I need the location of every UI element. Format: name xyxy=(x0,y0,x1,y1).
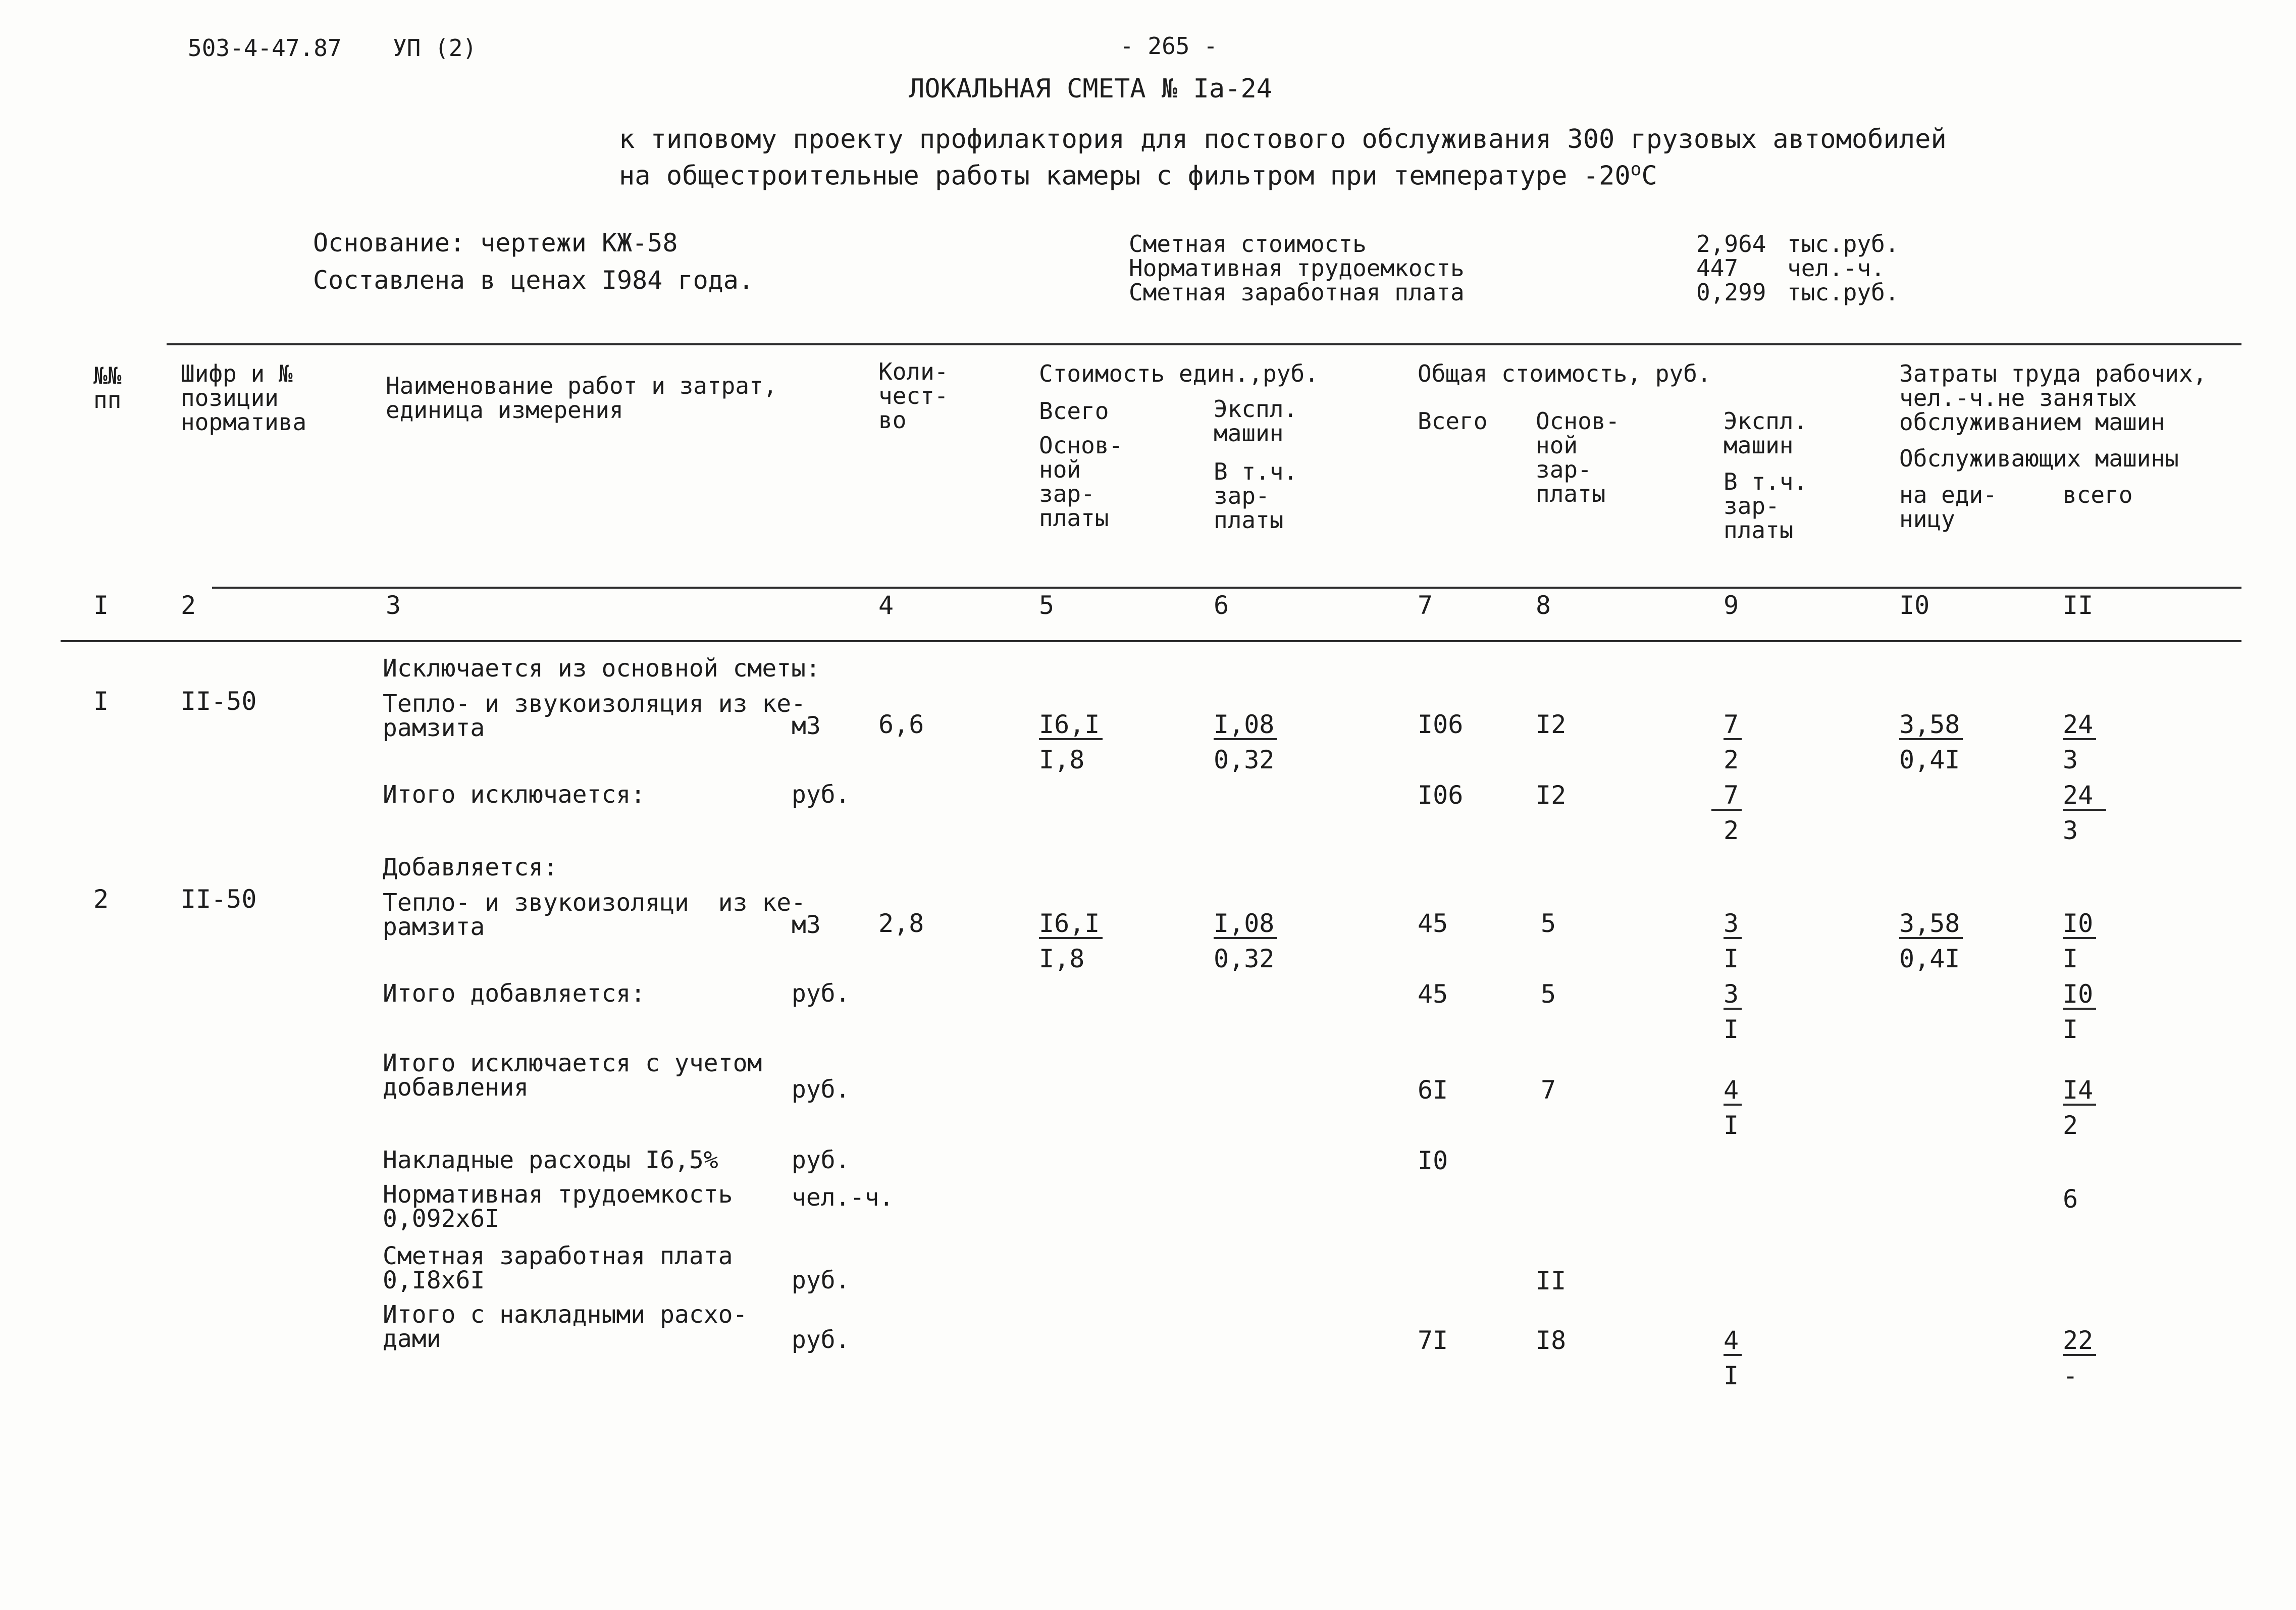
col-header-11: всего xyxy=(2063,481,2133,508)
row-1-c10: $\frac{3,58}{0,4I}$ xyxy=(1899,712,1965,772)
col-header-7: Всего xyxy=(1418,407,1488,435)
row-2-c9: $\frac{3}{I}$ xyxy=(1724,911,1789,971)
summary-labor-unit: чел.-ч. xyxy=(1787,254,1885,282)
summary-cost-label: Сметная стоимость xyxy=(1129,230,1367,257)
col-header-qty: Коли- чест- во xyxy=(878,358,949,434)
col-number: 3 xyxy=(386,591,401,620)
col-number: 6 xyxy=(1214,591,1229,620)
row-2-c10: $\frac{3,58}{0,4I}$ xyxy=(1899,911,1965,971)
subtitle-text: на общестроительные работы камеры с фильтром при температуре -20 xyxy=(619,161,1631,191)
col-header-total-cost: Общая стоимость, руб. xyxy=(1418,360,1711,387)
net-total-c7: 6I xyxy=(1418,1075,1448,1105)
net-total-unit: руб. xyxy=(792,1075,850,1104)
document-code: 503-4-47.87 xyxy=(188,34,342,62)
col-number: I xyxy=(93,591,109,620)
section-excluded-heading: Исключается из основной сметы: xyxy=(383,654,820,683)
row-1-name: Тепло- и звукоизоляция из ке- рамзита xyxy=(383,690,806,742)
basis-drawings: Основание: чертежи КЖ-58 xyxy=(313,228,678,257)
excluded-total-c11: $\frac{24}{3}$ xyxy=(2063,783,2128,843)
section-added-heading: Добавляется: xyxy=(383,853,558,881)
summary-wage-value: 0,299 xyxy=(1696,279,1766,306)
row-2-code: II-50 xyxy=(181,885,257,914)
added-total-c8: 5 xyxy=(1541,979,1556,1009)
col-header-6b: В т.ч. зар- платы xyxy=(1214,458,1298,534)
row-2-c8: 5 xyxy=(1541,909,1556,938)
overhead-label: Накладные расходы I6,5% xyxy=(383,1146,718,1174)
summary-labor-value: 447 xyxy=(1696,254,1739,282)
row-1-c5: $\frac{I6,I}{I,8}$ xyxy=(1039,712,1105,772)
grand-total-c9: $\frac{4}{I}$ xyxy=(1724,1328,1789,1388)
basis-prices: Составлена в ценах I984 года. xyxy=(313,266,754,295)
subtitle-line-1: к типовому проекту профилактория для постового обслуживания 300 грузовых автомобилей xyxy=(619,124,1947,154)
col-header-name: Наименование работ и затрат, единица измерения xyxy=(386,372,777,424)
norm-labor-c11: 6 xyxy=(2063,1184,2078,1214)
norm-labor-label: Нормативная трудоемкость 0,092х6I xyxy=(383,1180,733,1233)
row-2-c11: $\frac{I0}{I}$ xyxy=(2063,911,2128,971)
added-total-c11: $\frac{I0}{I}$ xyxy=(2063,981,2128,1042)
col-number: 7 xyxy=(1418,591,1433,620)
row-1-c11: $\frac{24}{3}$ xyxy=(2063,712,2128,772)
col-header-8: Основ- ной зар- платы xyxy=(1536,407,1620,507)
net-total-label: Итого исключается с учетом добавления xyxy=(383,1049,762,1102)
grand-total-c11: 22 - xyxy=(2063,1328,2128,1388)
row-1-c9: $\frac{7}{2}$ xyxy=(1724,712,1789,772)
row-2-c6: $\frac{I,08}{0,32}$ xyxy=(1214,911,1279,971)
overhead-c7: I0 xyxy=(1418,1146,1448,1175)
grand-total-label: Итого с накладными расхо- дами xyxy=(383,1301,748,1353)
grand-total-unit: руб. xyxy=(792,1326,850,1354)
row-2-name: Тепло- и звукоизоляци из ке- рамзита xyxy=(383,889,806,941)
net-total-c9: $\frac{4}{I}$ xyxy=(1724,1077,1789,1138)
summary-labor-label: Нормативная трудоемкость xyxy=(1129,254,1465,282)
row-1-number: I xyxy=(93,687,109,716)
row-1-c6: $\frac{I,08}{0,32}$ xyxy=(1214,712,1279,772)
added-total-c9: $\frac{3}{I}$ xyxy=(1724,981,1789,1042)
col-number: I0 xyxy=(1899,591,1930,620)
col-header-10: на еди- ницу xyxy=(1899,481,1997,533)
col-header-5a: Всего xyxy=(1039,397,1109,425)
row-1-c8: I2 xyxy=(1536,710,1567,739)
col-header-code: Шифр и № позиции норматива xyxy=(181,360,307,436)
row-2-c7: 45 xyxy=(1418,909,1448,938)
degree-sign: o xyxy=(1630,159,1642,180)
row-2-qty: 2,8 xyxy=(878,909,924,938)
norm-labor-unit: чел.-ч. xyxy=(792,1183,894,1212)
added-total-unit: руб. xyxy=(792,979,850,1008)
excluded-total-c9: $\frac{7}{2}$ xyxy=(1711,783,1777,843)
col-number: 9 xyxy=(1724,591,1739,620)
subtitle-line-2 xyxy=(619,161,1657,189)
col-header-labor: Затраты труда рабочих, чел.-ч.не занятых обслуживанием машин xyxy=(1899,360,2207,436)
col-header-9a: Экспл. машин xyxy=(1724,407,1808,459)
row-2-c5: $\frac{I6,I}{I,8}$ xyxy=(1039,911,1105,971)
col-number: 8 xyxy=(1536,591,1551,620)
row-2-unit: м3 xyxy=(792,911,821,939)
excluded-total-label: Итого исключается: xyxy=(383,781,646,809)
wage-label: Сметная заработная плата 0,I8х6I xyxy=(383,1242,733,1294)
col-header-no: №№ пп xyxy=(93,362,122,413)
row-1-qty: 6,6 xyxy=(878,710,924,739)
col-numbers-rule xyxy=(61,640,2241,642)
row-2-number: 2 xyxy=(93,885,109,914)
page-title: ЛОКАЛЬНАЯ СМЕТА № Iа-24 xyxy=(909,74,1273,104)
overhead-unit: руб. xyxy=(792,1146,850,1174)
wage-c8: II xyxy=(1536,1266,1567,1295)
col-number: 2 xyxy=(181,591,196,620)
excluded-total-c8: I2 xyxy=(1536,781,1567,810)
col-number: II xyxy=(2063,591,2094,620)
excluded-total-unit: руб. xyxy=(792,781,850,809)
row-1-unit: м3 xyxy=(792,712,821,740)
col-header-unit-cost: Стоимость един.,руб. xyxy=(1039,360,1319,387)
col-header-6a: Экспл. машин xyxy=(1214,395,1298,447)
row-1-code: II-50 xyxy=(181,687,257,716)
col-number: 4 xyxy=(878,591,894,620)
excluded-total-c7: I06 xyxy=(1418,781,1464,810)
wage-unit: руб. xyxy=(792,1266,850,1294)
col-header-9b: В т.ч. зар- платы xyxy=(1724,468,1808,544)
summary-wage-unit: тыс.руб. xyxy=(1787,279,1899,306)
added-total-c7: 45 xyxy=(1418,979,1448,1009)
col-header-labor-machines: Обслуживающих машины xyxy=(1899,445,2179,472)
col-number: 5 xyxy=(1039,591,1055,620)
subtitle-unit: С xyxy=(1641,161,1657,191)
page-number: - 265 - xyxy=(1120,32,1218,60)
summary-wage-label: Сметная заработная плата xyxy=(1129,279,1465,306)
grand-total-c7: 7I xyxy=(1418,1326,1448,1355)
summary-cost-value: 2,964 xyxy=(1696,230,1766,257)
grand-total-c8: I8 xyxy=(1536,1326,1567,1355)
header-bottom-rule xyxy=(212,587,2241,589)
table-top-rule xyxy=(167,343,2241,345)
album-number: УП (2) xyxy=(393,34,477,62)
summary-cost-unit: тыс.руб. xyxy=(1787,230,1899,257)
col-header-5b: Основ- ной зар- платы xyxy=(1039,432,1123,532)
net-total-c11: $\frac{I4}{2}$ xyxy=(2063,1077,2128,1138)
row-1-c7: I06 xyxy=(1418,710,1464,739)
net-total-c8: 7 xyxy=(1541,1075,1556,1105)
added-total-label: Итого добавляется: xyxy=(383,979,646,1008)
